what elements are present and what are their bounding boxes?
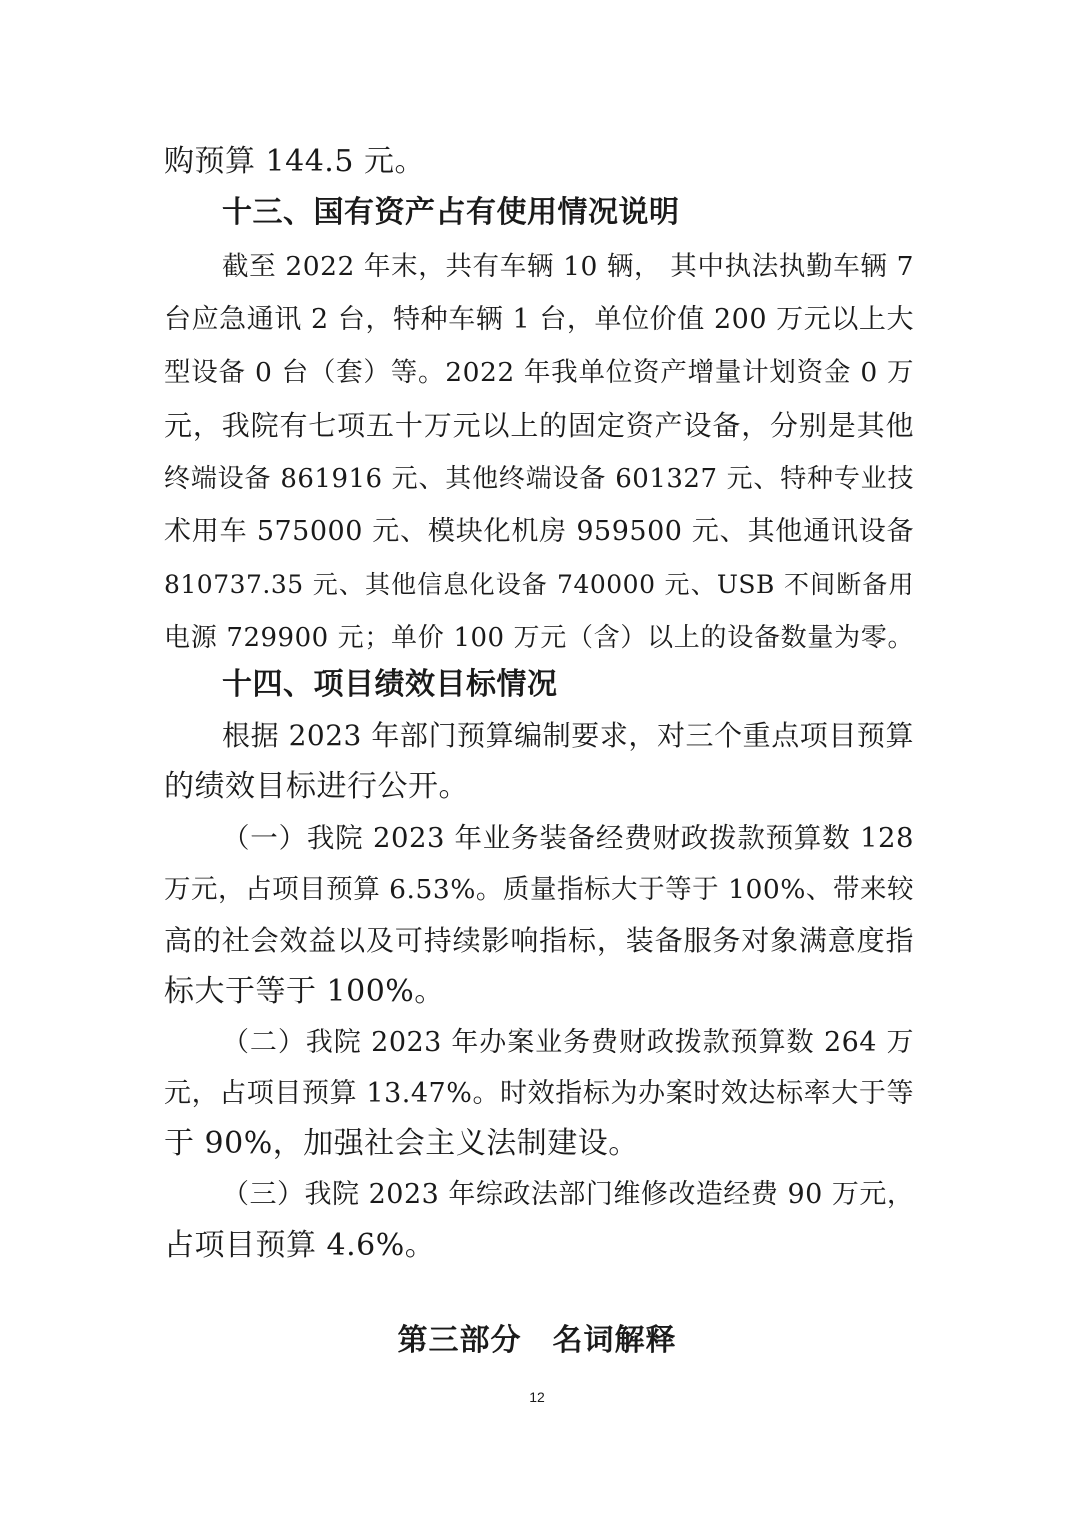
paragraph-line: 台应急通讯 2 台，特种车辆 1 台，单位价值 200 万元以上大	[164, 304, 914, 335]
paragraph-line: 根据 2023 年部门预算编制要求，对三个重点项目预算	[222, 719, 914, 752]
section-heading-13: 十三、国有资产占有使用情况说明	[222, 195, 680, 230]
paragraph-line: 终端设备 861916 元、其他终端设备 601327 元、特种专业技	[164, 464, 914, 494]
section-heading-14: 十四、项目绩效目标情况	[222, 667, 558, 702]
part-title: 第三部分 名词解释	[397, 1323, 677, 1358]
paragraph-line: 高的社会效益以及可持续影响指标，装备服务对象满意度指	[164, 924, 914, 957]
paragraph-line: 占项目预算 4.6%。	[164, 1228, 436, 1263]
paragraph-line: 电源 729900 元；单价 100 万元（含）以上的设备数量为零。	[164, 623, 914, 653]
paragraph-line: 购预算 144.5 元。	[164, 144, 425, 179]
paragraph-line: 万元，占项目预算 6.53%。质量指标大于等于 100%、带来较	[164, 874, 914, 905]
paragraph-line: 术用车 575000 元、模块化机房 959500 元、其他通讯设备	[164, 516, 914, 547]
paragraph-line: 标大于等于 100%。	[164, 974, 445, 1009]
paragraph-line: 810737.35 元、其他信息化设备 740000 元、USB 不间断备用	[164, 570, 914, 599]
page-number: 12	[529, 1389, 545, 1405]
paragraph-line: （一）我院 2023 年业务装备经费财政拨款预算数 128	[222, 822, 914, 854]
paragraph-line: 的绩效目标进行公开。	[164, 769, 469, 804]
paragraph-line: 截至 2022 年末，共有车辆 10 辆， 其中执法执勤车辆 7	[222, 251, 914, 282]
paragraph-line: （三）我院 2023 年综政法部门维修改造经费 90 万元，	[222, 1179, 915, 1210]
paragraph-line: 于 90%，加强社会主义法制建设。	[164, 1126, 639, 1161]
paragraph-line: 元，占项目预算 13.47%。时效指标为办案时效达标率大于等	[164, 1078, 914, 1109]
paragraph-line: （二）我院 2023 年办案业务费财政拨款预算数 264 万	[222, 1027, 914, 1058]
paragraph-line: 元，我院有七项五十万元以上的固定资产设备，分别是其他	[164, 409, 914, 442]
paragraph-line: 型设备 0 台（套）等。2022 年我单位资产增量计划资金 0 万	[164, 357, 914, 388]
